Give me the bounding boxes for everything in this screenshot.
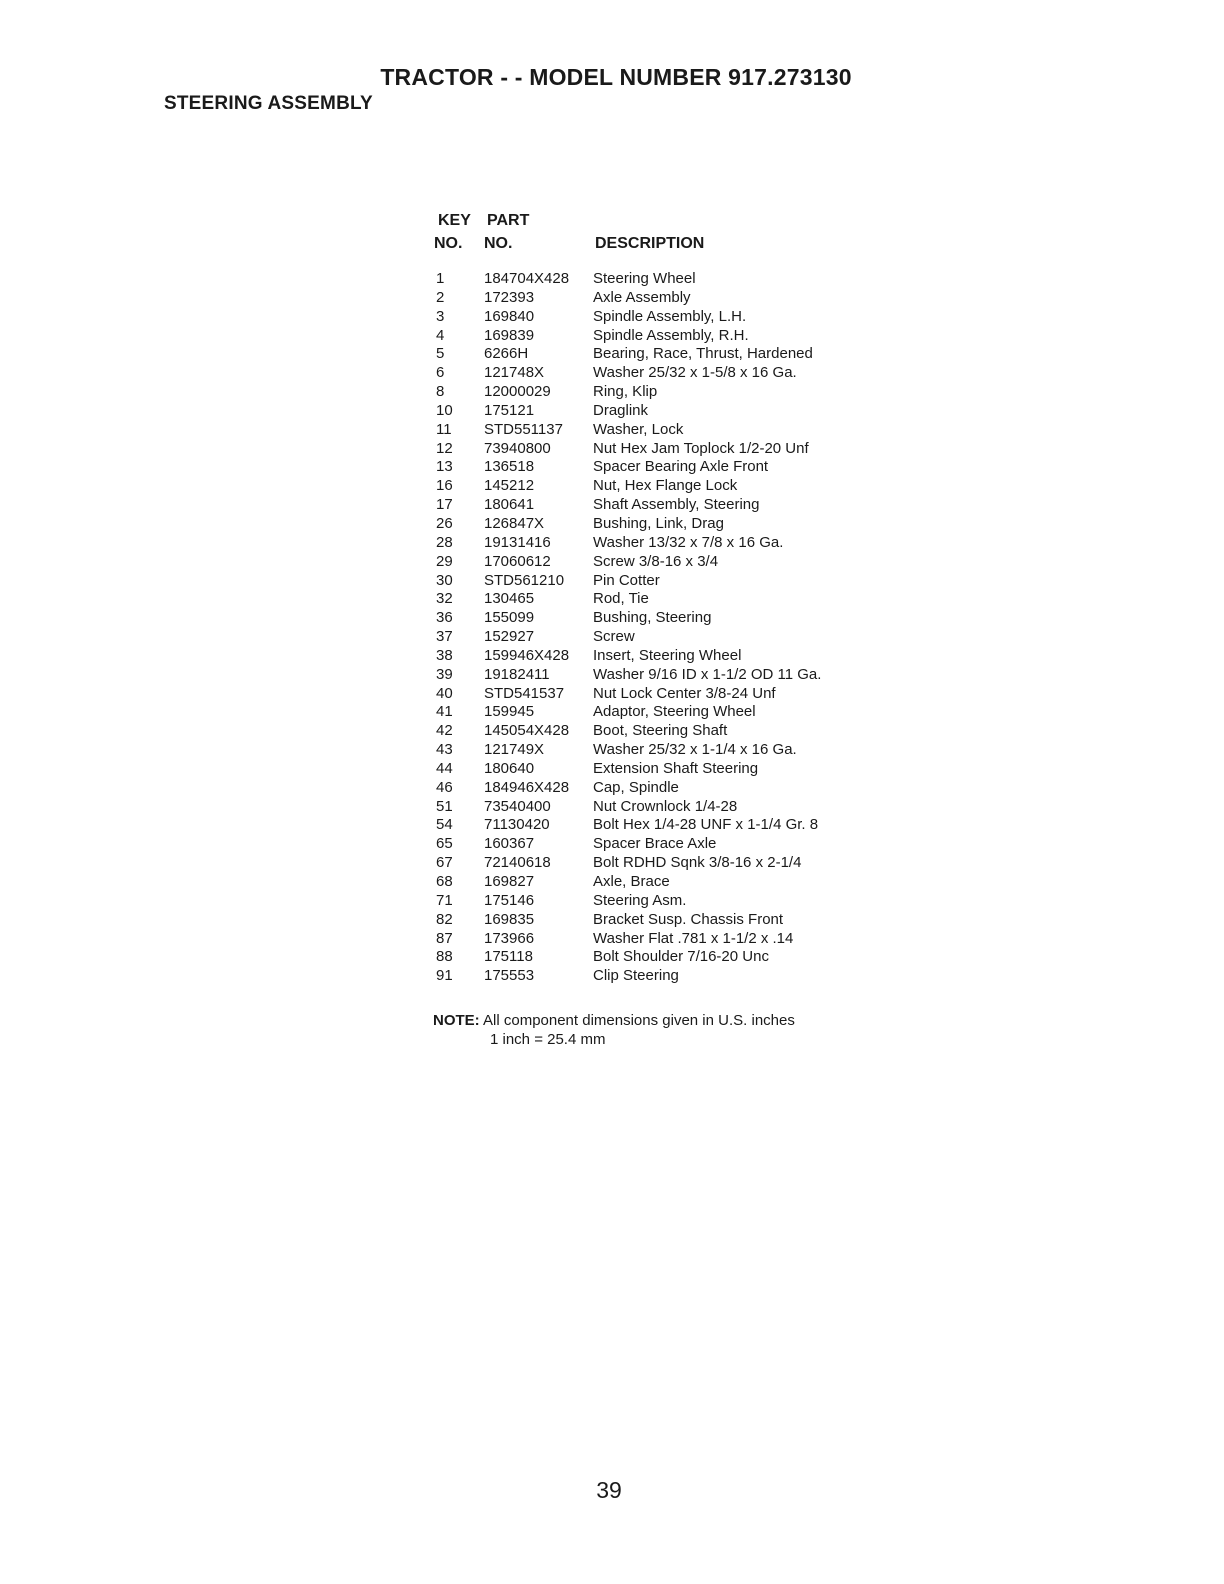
key-cell: 42 (436, 722, 453, 740)
key-cell: 3 (436, 307, 445, 325)
note-line1: All component dimensions given in U.S. inches (483, 1012, 795, 1029)
description-cell: Bearing, Race, Thrust, Hardened (593, 345, 813, 363)
key-cell: 71 (436, 891, 453, 909)
key-cell: 1 (436, 270, 445, 287)
key-cell: 13 (436, 458, 453, 476)
key-cell: 51 (436, 797, 453, 815)
part-number-cell: 126847X (484, 514, 545, 532)
key-cell: 10 (436, 401, 453, 419)
key-cell: 65 (436, 835, 453, 853)
description-cell: Washer 25/32 x 1-5/8 x 16 Ga. (593, 364, 797, 382)
description-cell: Nut Hex Jam Toplock 1/2-20 Unf (593, 439, 809, 457)
key-cell: 6 (436, 364, 445, 382)
part-number-cell: 180640 (484, 759, 535, 777)
key-cell: 17 (436, 496, 453, 514)
part-number-cell: 175118 (484, 948, 533, 966)
key-cell: 40 (436, 684, 453, 702)
part-number-cell: 169835 (484, 910, 535, 928)
part-number-cell: 172393 (484, 288, 535, 306)
part-number-cell: 160367 (484, 835, 535, 853)
part-number-cell: 169840 (484, 307, 535, 325)
part-number-cell: 169827 (484, 873, 535, 890)
description-cell: Nut Lock Center 3/8-24 Unf (593, 684, 776, 702)
key-cell: 2 (436, 288, 445, 306)
part-number-cell: STD541537 (484, 684, 565, 702)
note (433, 1011, 795, 1049)
description-cell: Bushing, Link, Drag (593, 514, 724, 532)
description-cell: Ring, Klip (593, 383, 658, 401)
page-title-text: TRACTOR - - MODEL NUMBER 917.273130 (380, 64, 852, 90)
key-cell: 87 (436, 929, 453, 947)
key-cell: 82 (436, 910, 453, 928)
description-cell: Spindle Assembly, L.H. (593, 307, 747, 325)
key-cell: 37 (436, 628, 453, 646)
key-cell: 4 (436, 326, 445, 344)
part-number-cell: 73940800 (484, 439, 551, 457)
note-label: NOTE: (433, 1012, 480, 1029)
part-number-cell: 159946X428 (484, 646, 570, 664)
key-cell: 16 (436, 477, 453, 495)
part-number-cell: 12000029 (484, 383, 551, 401)
description-cell: Spacer Brace Axle (593, 835, 717, 853)
part-number-cell: 19131416 (484, 533, 551, 551)
header-key-line2: NO. (434, 235, 463, 252)
key-cell: 67 (436, 854, 453, 872)
description-cell: Cap, Spindle (593, 778, 679, 796)
page-title (0, 64, 1224, 91)
key-cell: 28 (436, 533, 453, 551)
description-cell: Bolt Shoulder 7/16-20 Unc (593, 948, 769, 966)
key-cell: 68 (436, 873, 453, 890)
description-cell: Spindle Assembly, R.H. (593, 326, 749, 344)
key-cell: 91 (436, 967, 453, 985)
description-cell: Pin Cotter (593, 571, 660, 589)
part-number-cell: 6266H (484, 345, 529, 363)
page-number (0, 1477, 1224, 1504)
header-part-line2: NO. (484, 235, 513, 252)
part-number-cell: 121748X (484, 364, 545, 382)
key-cell: 46 (436, 778, 453, 796)
description-cell: Screw (593, 628, 635, 646)
part-number-cell: 175553 (484, 967, 535, 985)
part-number-cell: 155099 (484, 609, 535, 627)
key-cell: 41 (436, 703, 453, 721)
description-cell: Nut Crownlock 1/4-28 (593, 797, 738, 815)
description-cell: Extension Shaft Steering (593, 759, 759, 777)
page-number-text: 39 (596, 1477, 622, 1503)
part-number-cell: 72140618 (484, 854, 551, 872)
part-number-cell: 71130420 (484, 816, 550, 834)
description-cell: Shaft Assembly, Steering (593, 496, 760, 514)
key-cell: 29 (436, 552, 453, 570)
part-number-cell: 159945 (484, 703, 535, 721)
key-cell: 11 (436, 420, 452, 438)
description-cell: Axle, Brace (593, 873, 670, 890)
part-number-cell: 175146 (484, 891, 535, 909)
part-number-cell: STD551137 (484, 420, 563, 438)
description-cell: Bracket Susp. Chassis Front (593, 910, 784, 928)
key-cell: 30 (436, 571, 453, 589)
part-number-cell: 169839 (484, 326, 535, 344)
description-cell: Clip Steering (593, 967, 679, 985)
part-number-cell: 17060612 (484, 552, 551, 570)
part-number-cell: 180641 (484, 496, 535, 514)
part-number-cell: 184704X428 (484, 270, 570, 287)
key-cell: 36 (436, 609, 453, 627)
part-number-cell: 73540400 (484, 797, 551, 815)
note-line2: 1 inch = 25.4 mm (490, 1031, 606, 1048)
part-number-cell: 136518 (484, 458, 535, 476)
description-cell: Draglink (593, 401, 649, 419)
description-cell: Washer 13/32 x 7/8 x 16 Ga. (593, 533, 784, 551)
key-cell: 44 (436, 759, 453, 777)
key-cell: 26 (436, 514, 453, 532)
description-cell: Nut, Hex Flange Lock (593, 477, 738, 495)
description-cell: Spacer Bearing Axle Front (593, 458, 769, 476)
description-cell: Insert, Steering Wheel (593, 646, 742, 664)
description-cell: Screw 3/8-16 x 3/4 (593, 552, 719, 570)
description-cell: Washer 9/16 ID x 1-1/2 OD 11 Ga. (593, 665, 822, 683)
key-cell: 8 (436, 383, 445, 401)
key-cell: 39 (436, 665, 453, 683)
part-number-cell: 175121 (484, 401, 535, 419)
key-cell: 43 (436, 741, 453, 759)
key-cell: 38 (436, 646, 453, 664)
description-cell: Steering Asm. (593, 891, 687, 909)
part-number-cell: 145054X428 (484, 722, 570, 740)
description-cell: Adaptor, Steering Wheel (593, 703, 756, 721)
part-number-cell: 145212 (484, 477, 535, 495)
part-number-cell: 121749X (484, 741, 545, 759)
key-cell: 88 (436, 948, 453, 966)
key-cell: 5 (436, 345, 445, 363)
description-cell: Axle Assembly (593, 288, 691, 306)
description-cell: Washer, Lock (593, 420, 684, 438)
description-cell: Bolt Hex 1/4-28 UNF x 1-1/4 Gr. 8 (593, 816, 819, 834)
description-cell: Boot, Steering Shaft (593, 722, 728, 740)
key-cell: 32 (436, 590, 453, 608)
description-cell: Steering Wheel (593, 270, 696, 287)
description-cell: Rod, Tie (593, 590, 649, 608)
description-cell: Washer 25/32 x 1-1/4 x 16 Ga. (593, 741, 797, 759)
part-number-cell: 173966 (484, 929, 535, 947)
header-part-line1: PART (487, 212, 530, 229)
part-number-cell: 130465 (484, 590, 535, 608)
description-cell: Washer Flat .781 x 1-1/2 x .14 (593, 929, 794, 947)
part-number-cell: 152927 (484, 628, 535, 646)
header-key-line1: KEY (438, 212, 471, 229)
header-description: DESCRIPTION (595, 235, 705, 252)
description-cell: Bushing, Steering (593, 609, 712, 627)
section-title: STEERING ASSEMBLY (164, 93, 373, 114)
key-cell: 12 (436, 439, 453, 457)
description-cell: Bolt RDHD Sqnk 3/8-16 x 2-1/4 (593, 854, 802, 872)
key-cell: 54 (436, 816, 453, 834)
part-number-cell: 19182411 (484, 665, 550, 683)
part-number-cell: STD561210 (484, 571, 565, 589)
part-number-cell: 184946X428 (484, 778, 570, 796)
